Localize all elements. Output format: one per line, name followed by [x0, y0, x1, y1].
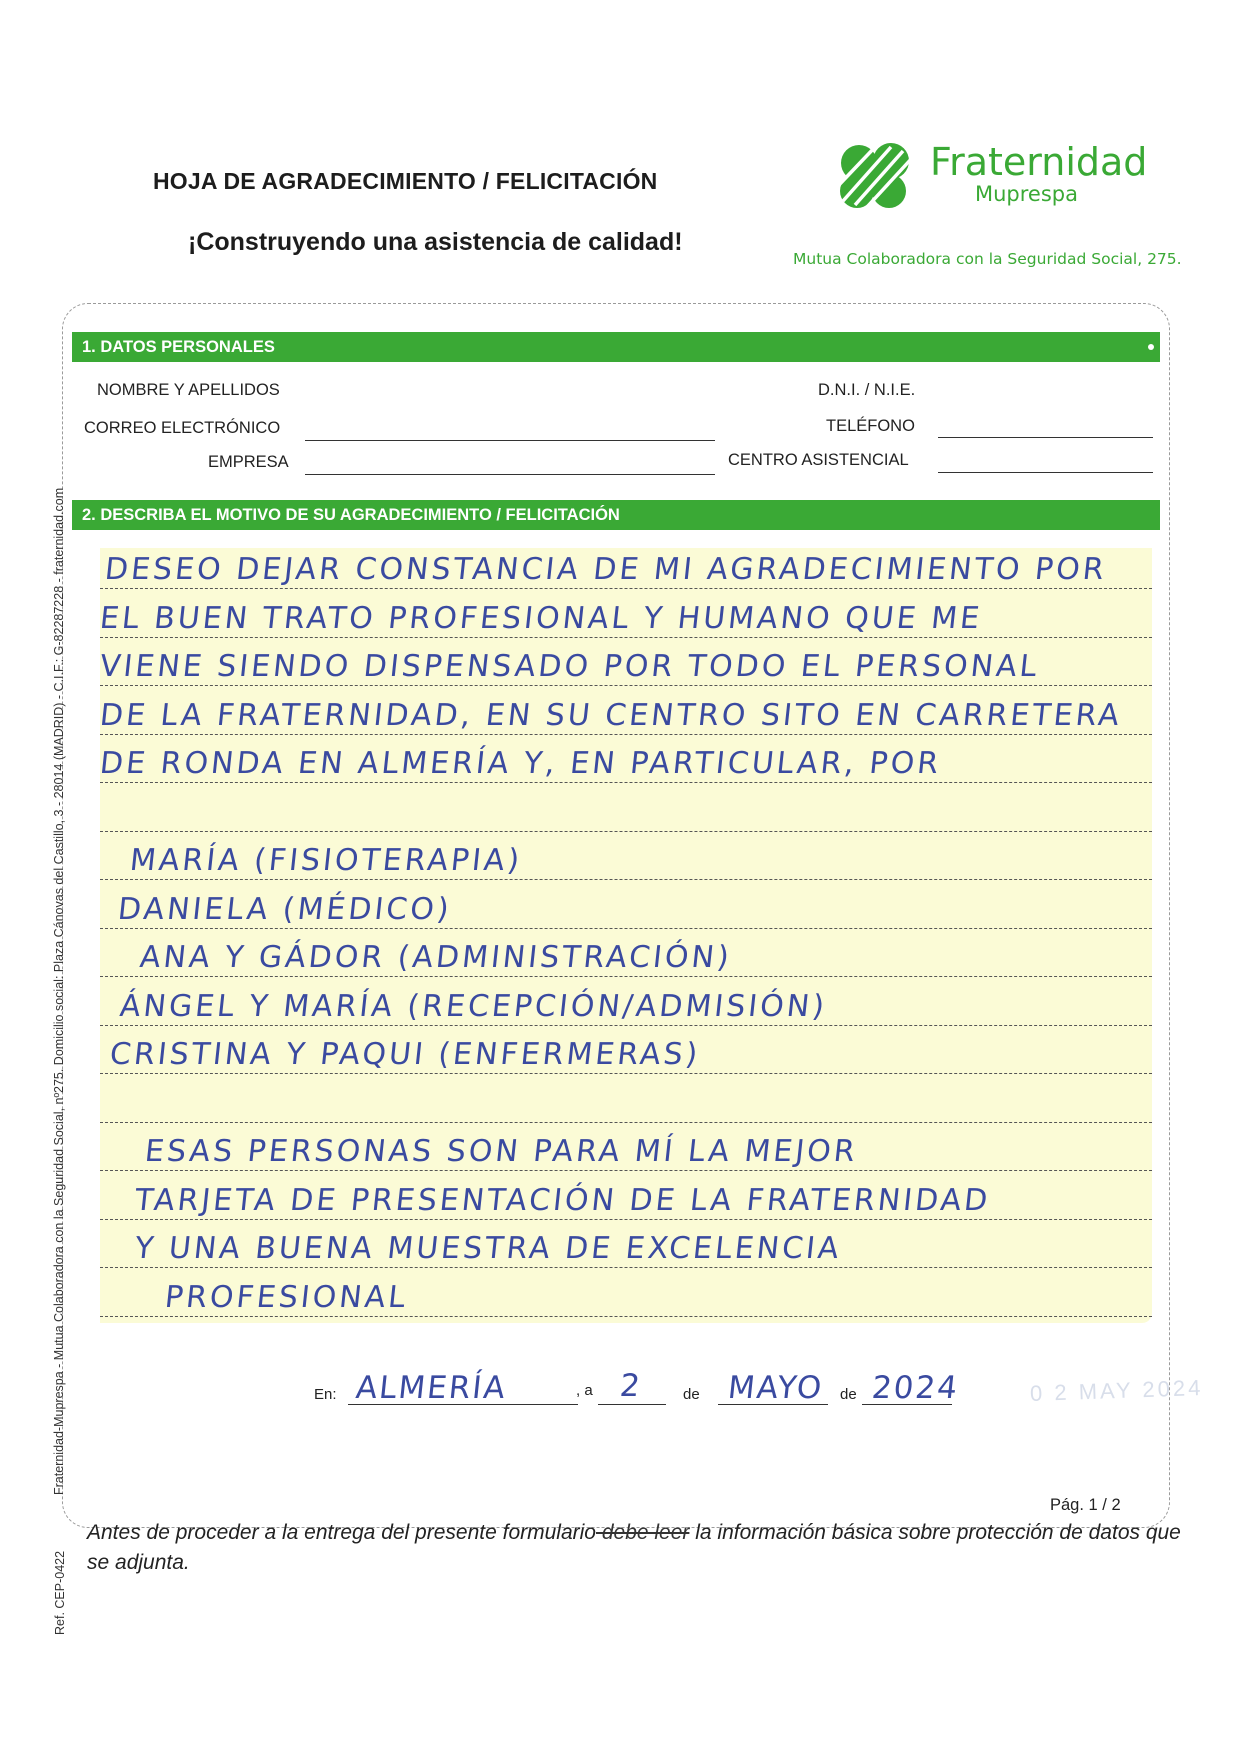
ruled-line [100, 1073, 1152, 1074]
label-telefono: TELÉFONO [826, 417, 915, 435]
privacy-note: Antes de proceder a la entrega del presente formulario debe leer la información básica sobre protección de datos que se adjunta. [87, 1521, 1181, 1574]
date-day[interactable]: 2 [618, 1368, 644, 1404]
year-underline [862, 1404, 952, 1405]
telefono-field[interactable] [938, 437, 1153, 438]
date-city[interactable]: ALMERÍA [354, 1370, 509, 1406]
clover-logo-icon [829, 141, 924, 211]
handwritten-line: ANA Y GÁDOR (ADMINISTRACIÓN) [138, 940, 734, 975]
city-underline [348, 1404, 578, 1405]
date-month[interactable]: MAYO [726, 1370, 826, 1406]
ruled-line [100, 734, 1152, 735]
ruled-line [100, 879, 1152, 880]
note-crossed: debe leer [596, 1521, 690, 1544]
label-centro: CENTRO ASISTENCIAL [728, 451, 909, 469]
centro-field[interactable] [938, 472, 1153, 473]
handwritten-line: DESEO DEJAR CONSTANCIA DE MI AGRADECIMIENTO POR [103, 552, 1109, 587]
date-stamp: 0 2 MAY 2024 [1029, 1374, 1204, 1407]
nombre-field[interactable] [302, 402, 722, 403]
dni-field[interactable] [938, 402, 1153, 403]
handwritten-line: DE LA FRATERNIDAD, EN SU CENTRO SITO EN CARRETERA [98, 697, 1124, 733]
note-word: formulario [502, 1521, 596, 1544]
ruled-line [100, 1025, 1152, 1026]
brand-name: Fraternidad [930, 140, 1148, 184]
label-de-2: de [840, 1386, 857, 1403]
ruled-line [100, 1316, 1152, 1317]
ruled-line [100, 637, 1152, 638]
section-title: 1. DATOS PERSONALES [82, 338, 275, 356]
handwritten-line: PROFESIONAL [163, 1279, 410, 1315]
ruled-line [100, 685, 1152, 686]
brand-tagline: Mutua Colaboradora con la Seguridad Social, 275. [793, 250, 1182, 268]
section-personal-data-header [72, 332, 1160, 362]
handwritten-line: MARÍA (FISIOTERAPIA) [128, 843, 524, 878]
date-year[interactable]: 2024 [870, 1370, 961, 1406]
ruled-line [100, 1267, 1152, 1268]
form-title: HOJA DE AGRADECIMIENTO / FELICITACIÓN [153, 168, 658, 194]
ruled-line [100, 1219, 1152, 1220]
label-de-1: de [683, 1386, 700, 1403]
ruled-line [100, 976, 1152, 977]
legal-side-text: Fraternidad-Muprespa - Mutua Colaboradora con la Seguridad Social, nº275. Domicilio social: Plaza Cánovas del Castillo, 3 - 28014 (MADRID) - C.I.F.: G-82287228 - fraternidad.com [52, 487, 66, 1495]
label-correo: CORREO ELECTRÓNICO [84, 419, 281, 437]
handwritten-line: CRISTINA Y PAQUI (ENFERMERAS) [108, 1037, 703, 1072]
handwritten-line: Y UNA BUENA MUESTRA DE EXCELENCIA [133, 1231, 844, 1266]
label-dni: D.N.I. / N.I.E. [818, 381, 916, 399]
label-a: , a [576, 1382, 593, 1399]
page-number: Pág. 1 / 2 [1050, 1496, 1121, 1514]
ruled-line [100, 928, 1152, 929]
empresa-field[interactable] [305, 474, 715, 475]
handwritten-line: EL BUEN TRATO PROFESIONAL Y HUMANO QUE ME [98, 600, 984, 636]
month-underline [718, 1404, 828, 1405]
brand-sub: Muprespa [975, 182, 1078, 206]
section-title: 2. DESCRIBA EL MOTIVO DE SU AGRADECIMIENTO / FELICITACIÓN [82, 506, 620, 524]
section-motivo-header [72, 500, 1160, 530]
day-underline [598, 1404, 666, 1405]
ruled-line [100, 831, 1152, 832]
form-subtitle: ¡Construyendo una asistencia de calidad! [188, 228, 683, 256]
ruled-line [100, 1170, 1152, 1171]
ruled-line [100, 782, 1152, 783]
ruled-line [100, 588, 1152, 589]
reference-code: Ref. CEP-0422 [53, 1550, 67, 1635]
label-en: En: [314, 1386, 337, 1403]
label-empresa: EMPRESA [208, 453, 289, 471]
handwritten-line: ESAS PERSONAS SON PARA MÍ LA MEJOR [143, 1134, 860, 1169]
correo-field[interactable] [305, 440, 715, 441]
handwritten-line: VIENE SIENDO DISPENSADO POR TODO EL PERSONAL [98, 649, 1042, 684]
handwritten-line: DE RONDA EN ALMERÍA Y, EN PARTICULAR, POR [98, 746, 943, 781]
label-nombre: NOMBRE Y APELLIDOS [97, 381, 280, 399]
handwritten-line: ÁNGEL Y MARÍA (RECEPCIÓN/ADMISIÓN) [118, 988, 829, 1024]
handwritten-line: DANIELA (MÉDICO) [116, 891, 454, 927]
ruled-line [100, 1122, 1152, 1123]
handwritten-line: TARJETA DE PRESENTACIÓN DE LA FRATERNIDAD [133, 1182, 993, 1218]
